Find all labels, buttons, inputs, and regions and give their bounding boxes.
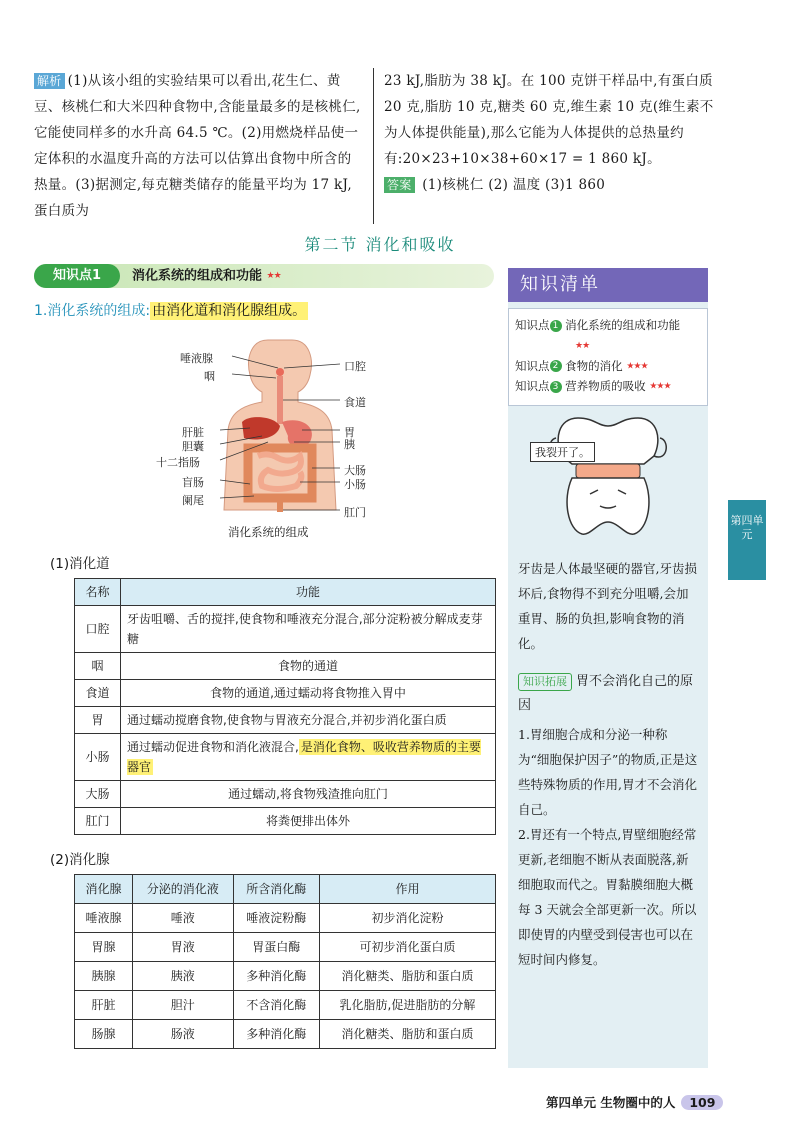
analysis-block	[34, 68, 724, 224]
knowledge-point-title-text: 消化系统的组成和功能	[132, 268, 263, 284]
organ-function: 食物的通道,通过蠕动将食物推入胃中	[121, 680, 496, 707]
label-large-intestine: 大肠	[344, 464, 366, 477]
extension-badge: 知识拓展	[518, 673, 572, 691]
section-title: 第二节 消化和吸收	[304, 235, 456, 254]
list-item	[515, 356, 701, 377]
composition-heading	[34, 300, 308, 320]
spacer	[508, 656, 708, 670]
table-cell: 唾液腺	[75, 904, 133, 933]
table-cell: 可初步消化蛋白质	[319, 933, 495, 962]
analysis-left-text: (1)从该小组的实验结果可以看出,花生仁、黄豆、核桃仁和大米四种食物中,含能量最多的是核桃仁,它能使同样多的水升高 64.5 ℃。(2)用燃烧样品使一定体积的水温度升高的方法可以估算出食物中所含的热量。(3)据测定,每克糖类储存的能量平均为 17 kJ,蛋白质为	[34, 73, 361, 219]
extension-point: 2.胃还有一个特点,胃壁细胞经常更新,老细胞不断从表面脱落,新细胞取而代之。胃黏膜细胞大概每 3 天就会全部更新一次。所以即使胃的内壁受到侵害也可以在短时间内修复。	[518, 826, 697, 967]
table-header: 分泌的消化液	[132, 875, 233, 904]
page-footer	[546, 1093, 723, 1111]
knowledge-list	[508, 308, 708, 406]
list-item-prefix: 知识点	[515, 318, 550, 332]
organ-name: 食道	[75, 680, 121, 707]
label-cecum: 盲肠	[182, 476, 204, 489]
table-row	[75, 734, 496, 781]
table-row	[75, 781, 496, 808]
label-anus: 肛门	[344, 506, 366, 519]
number-badge-icon: 2	[550, 360, 562, 372]
knowledge-point-bar	[34, 264, 494, 288]
table-cell: 胰液	[132, 962, 233, 991]
label-pharynx: 咽	[204, 370, 215, 383]
table-row	[75, 680, 496, 707]
star-icon: ★★	[575, 340, 590, 351]
number-badge-icon: 3	[550, 381, 562, 393]
analysis-right-column	[374, 68, 724, 224]
table-cell: 胆汁	[132, 991, 233, 1020]
label-salivary-gland: 唾液腺	[180, 352, 213, 365]
sidebar-title: 知识清单	[508, 268, 708, 302]
star-icon: ★★★	[649, 381, 671, 392]
analysis-left-column	[34, 68, 374, 224]
table-row	[75, 1020, 496, 1049]
organ-name: 胃	[75, 707, 121, 734]
label-mouth: 口腔	[344, 360, 366, 373]
table-cell: 消化糖类、脂肪和蛋白质	[319, 1020, 495, 1049]
table-header: 所含消化酶	[233, 875, 319, 904]
table-cell: 胰腺	[75, 962, 133, 991]
label-appendix: 阑尾	[182, 494, 204, 507]
page-number: 109	[681, 1095, 723, 1110]
analysis-right-text: 23 kJ,脂肪为 38 kJ。在 100 克饼干样品中,有蛋白质 20 克,脂肪 10 克,糖类 60 克,维生素 10 克(维生素不为人体提供能量),那么它能为人体提供的总热量约有:20×23+10×38+60×17 = 1 860 kJ。	[384, 73, 714, 167]
organ-name: 小肠	[75, 734, 121, 781]
tooth-note: 牙齿是人体最坚硬的器官,牙齿损坏后,食物得不到充分咀嚼,会加重胃、肠的负担,影响食物的消化。	[518, 560, 697, 651]
tract-heading: (1)消化道	[50, 556, 110, 572]
composition-value: 由消化道和消化腺组成。	[152, 303, 307, 319]
knowledge-point-badge: 知识点1	[34, 264, 120, 288]
organ-function	[121, 734, 496, 781]
answer-text: (1)核桃仁 (2) 温度 (3)1 860	[422, 177, 606, 193]
table-cell: 初步消化淀粉	[319, 904, 495, 933]
organ-function: 将粪便排出体外	[121, 808, 496, 835]
star-icon: ★★★	[626, 361, 648, 371]
list-item	[515, 315, 701, 356]
list-item-text: 营养物质的吸收	[565, 379, 646, 393]
table-cell: 唾液淀粉酶	[233, 904, 319, 933]
label-liver: 肝脏	[182, 426, 204, 439]
organ-function-text: 通过蠕动促进食物和消化液混合,	[127, 740, 299, 754]
label-small-intestine: 小肠	[344, 478, 366, 491]
table-cell: 多种消化酶	[233, 1020, 319, 1049]
list-item	[515, 376, 701, 397]
table-row	[75, 933, 496, 962]
table-cell: 消化糖类、脂肪和蛋白质	[319, 962, 495, 991]
table-row	[75, 606, 496, 653]
label-pancreas: 胰	[344, 438, 355, 451]
organ-name: 口腔	[75, 606, 121, 653]
organ-name: 大肠	[75, 781, 121, 808]
organ-name: 咽	[75, 653, 121, 680]
digestive-glands-table	[74, 874, 496, 1049]
table-cell: 唾液	[132, 904, 233, 933]
unit-side-tab: 第四单元	[728, 500, 766, 580]
organ-function: 食物的通道	[121, 653, 496, 680]
digestive-system-figure	[150, 330, 410, 540]
organ-function: 牙齿咀嚼、舌的搅拌,使食物和唾液充分混合,部分淀粉被分解成麦芽糖	[121, 606, 496, 653]
table-header-row	[75, 579, 496, 606]
number-badge-icon: 1	[550, 320, 562, 332]
list-item-prefix: 知识点	[515, 379, 550, 393]
table-cell: 多种消化酶	[233, 962, 319, 991]
table-row	[75, 904, 496, 933]
organ-function: 通过蠕动搅磨食物,使食物与胃液充分混合,并初步消化蛋白质	[121, 707, 496, 734]
table-header: 消化腺	[75, 875, 133, 904]
table-row	[75, 991, 496, 1020]
table-header-row	[75, 875, 496, 904]
table-row	[75, 962, 496, 991]
extension-point: 1.胃细胞合成和分泌一种称为“细胞保护因子”的物质,正是这些特殊物质的作用,胃才不会消化自己。	[518, 726, 698, 817]
tooth-cartoon	[518, 410, 698, 540]
label-gallbladder: 胆囊	[182, 440, 204, 453]
organ-function: 通过蠕动,将食物残渣推向肛门	[121, 781, 496, 808]
table-header: 功能	[121, 579, 496, 606]
composition-label: 1.消化系统的组成:	[34, 303, 151, 319]
knowledge-point-title	[132, 264, 281, 289]
knowledge-sidebar	[508, 268, 708, 1068]
list-item-text: 消化系统的组成和功能	[565, 318, 681, 332]
speech-bubble: 我裂开了。	[530, 442, 595, 462]
table-row	[75, 707, 496, 734]
star-icon: ★★	[266, 271, 281, 281]
table-cell: 肠腺	[75, 1020, 133, 1049]
digestive-tract-table	[74, 578, 496, 835]
table-cell: 肝脏	[75, 991, 133, 1020]
label-duodenum: 十二指肠	[156, 456, 200, 469]
cracked-tooth-illustration	[518, 410, 698, 540]
table-cell: 胃腺	[75, 933, 133, 962]
list-item-text: 食物的消化	[565, 358, 623, 373]
table-header: 作用	[319, 875, 495, 904]
list-item-prefix: 知识点	[515, 358, 550, 373]
table-cell: 乳化脂肪,促进脂肪的分解	[319, 991, 495, 1020]
figure-caption: 消化系统的组成	[228, 525, 309, 539]
table-cell: 胃蛋白酶	[233, 933, 319, 962]
extension-title: 胃不会消化自己的原因	[518, 673, 694, 713]
table-row	[75, 808, 496, 835]
footer-text: 第四单元 生物圈中的人	[546, 1095, 676, 1110]
table-header: 名称	[75, 579, 121, 606]
table-cell: 胃液	[132, 933, 233, 962]
table-cell: 不含消化酶	[233, 991, 319, 1020]
glands-heading: (2)消化腺	[50, 852, 110, 868]
organ-name: 肛门	[75, 808, 121, 835]
analysis-tag: 解析	[34, 73, 65, 89]
label-stomach: 胃	[344, 426, 355, 439]
label-esophagus: 食道	[344, 396, 366, 409]
table-row	[75, 653, 496, 680]
answer-tag: 答案	[384, 177, 415, 193]
table-cell: 肠液	[132, 1020, 233, 1049]
knowledge-extension	[508, 670, 708, 718]
organ-function-highlight: 是消化食物、吸收营养物质的主要器官	[127, 740, 481, 774]
